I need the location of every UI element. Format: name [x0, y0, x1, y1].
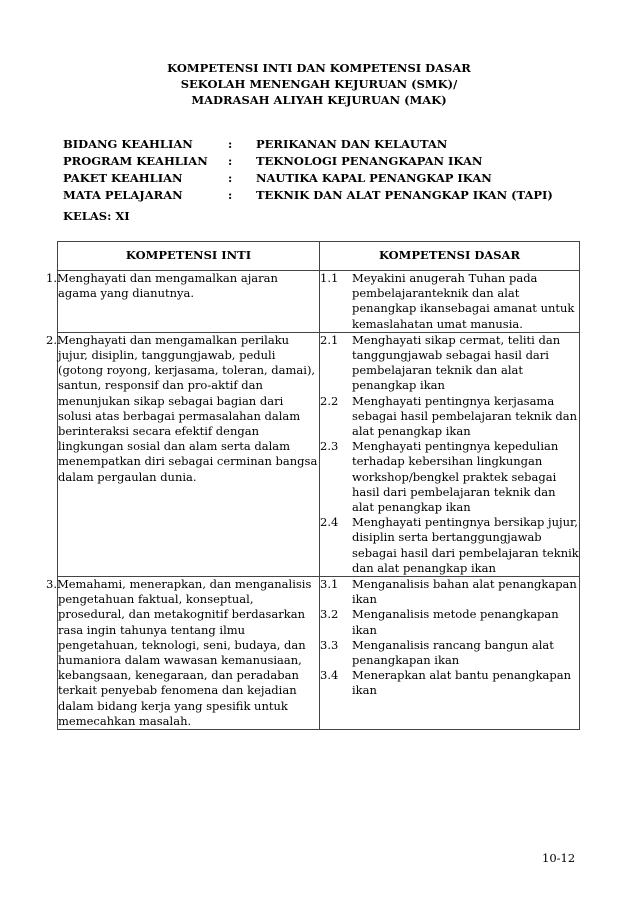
meta-row-paket [63, 170, 553, 187]
kd-number: 2.3 [320, 439, 339, 454]
kd-number: 1.1 [320, 271, 339, 285]
kd-text: Meyakini anugerah Tuhan pada pembelajaranteknik dan alat penangkap ikansebagai amanat untuk kemaslahatan umat manusia. [352, 271, 575, 331]
kd-item [320, 668, 579, 698]
header-kompetensi-inti: KOMPETENSI INTI [58, 242, 320, 271]
kd-item [320, 515, 579, 576]
kd-item [320, 333, 579, 394]
title-line-1: KOMPETENSI INTI DAN KOMPETENSI DASAR [167, 61, 471, 75]
header-kompetensi-dasar: KOMPETENSI DASAR [320, 242, 580, 271]
competency-table [46, 241, 580, 730]
meta-label: BIDANG KEAHLIAN [63, 137, 193, 151]
document-title [0, 60, 638, 108]
meta-row-bidang [63, 136, 553, 153]
title-line-3: MADRASAH ALIYAH KEJURUAN (MAK) [191, 93, 447, 107]
kd-number: 2.4 [320, 515, 339, 530]
ki-cell: 1.Menghayati dan mengamalkan ajaran agama yang dianutnya. [58, 271, 320, 333]
kd-item [320, 271, 579, 332]
kd-text: Menganalisis metode penangkapan ikan [352, 607, 559, 637]
kd-text: Menghayati pentingnya bersikap jujur, disiplin serta bertanggungjawab sebagai hasil dari pembelajaran teknik dan alat penangkap ikan [352, 515, 579, 575]
table-row [58, 577, 580, 730]
kd-text: Menganalisis rancang bangun alat penangkapan ikan [352, 637, 554, 668]
meta-row-mapel [63, 187, 553, 204]
kd-number: 3.1 [320, 577, 339, 592]
meta-separator: : [228, 171, 233, 185]
meta-separator: : [228, 188, 233, 202]
meta-label: MATA PELAJARAN [63, 188, 183, 202]
meta-value: TEKNIK DAN ALAT PENANGKAP IKAN (TAPI) [256, 188, 553, 202]
kd-text: Menganalisis bahan alat penangkapan ikan [352, 577, 577, 607]
kd-number: 3.4 [320, 668, 339, 683]
ki-cell: 3.Memahami, menerapkan, dan menganalisis pengetahuan faktual, konseptual, prosedural, dan metakognitif berdasarkan rasa ingin tahunya tentang ilmu pengetahuan, teknologi, seni, budaya, dan humaniora dalam wawasan kemanusiaan, kebangsaan, kenegaraan, dan peradaban terkait penyebab fenomena dan kejadian dalam bidang kerja yang spesifik untuk memecahkan masalah. [58, 577, 320, 730]
table-header-row [58, 242, 580, 271]
meta-value: TEKNOLOGI PENANGKAPAN IKAN [256, 154, 483, 168]
meta-label: PROGRAM KEAHLIAN [63, 154, 208, 168]
kd-item [320, 439, 579, 515]
meta-separator: : [228, 154, 233, 168]
title-line-2: SEKOLAH MENENGAH KEJURUAN (SMK)/ [180, 77, 458, 91]
meta-separator: : [228, 137, 233, 151]
ki-cell: 2.Menghayati dan mengamalkan perilaku jujur, disiplin, tanggungjawab, peduli (gotong royong, kerjasama, toleran, damai), santun, responsif dan pro-aktif dan menunjukan sikap sebagai bagian dari solusi atas berbagai permasalahan dalam berinteraksi secara efektif dengan lingkungan sosial dan alam serta dalam menempatkan diri sebagai cerminan bangsa dalam pergaulan dunia. [58, 332, 320, 576]
kd-number: 2.2 [320, 393, 339, 408]
meta-label: PAKET KEAHLIAN [63, 171, 183, 185]
kd-text: Menghayati sikap cermat, teliti dan tanggungjawab sebagai hasil dari pembelajaran teknik dan alat penangkap ikan [352, 332, 561, 393]
kd-cell [320, 577, 580, 730]
kd-cell [320, 271, 580, 333]
kd-item [320, 577, 579, 607]
kd-number: 2.1 [320, 332, 339, 347]
meta-value: NAUTIKA KAPAL PENANGKAP IKAN [256, 171, 492, 185]
kd-item [320, 638, 579, 668]
metadata-block [63, 136, 553, 204]
kd-text: Menerapkan alat bantu penangkapan ikan [352, 668, 572, 698]
kelas-label: KELAS: XI [63, 209, 130, 223]
kd-cell [320, 332, 580, 576]
kd-text: Menghayati pentingnya kerjasama sebagai hasil pembelajaran teknik dan alat penangkap ikan [352, 393, 577, 439]
meta-value: PERIKANAN DAN KELAUTAN [256, 137, 448, 151]
kd-text: Menghayati pentingnya kepedulian terhadap kebersihan lingkungan workshop/bengkel praktek sebagai hasil dari pembelajaran teknik dan alat penangkap ikan [352, 439, 559, 515]
kd-number: 3.2 [320, 607, 339, 622]
kd-item [320, 607, 579, 637]
page-number: 10-12 [542, 851, 576, 865]
meta-row-program [63, 153, 553, 170]
kd-number: 3.3 [320, 637, 339, 652]
table-row [58, 332, 580, 576]
table-row [58, 271, 580, 333]
kd-item [320, 394, 579, 440]
